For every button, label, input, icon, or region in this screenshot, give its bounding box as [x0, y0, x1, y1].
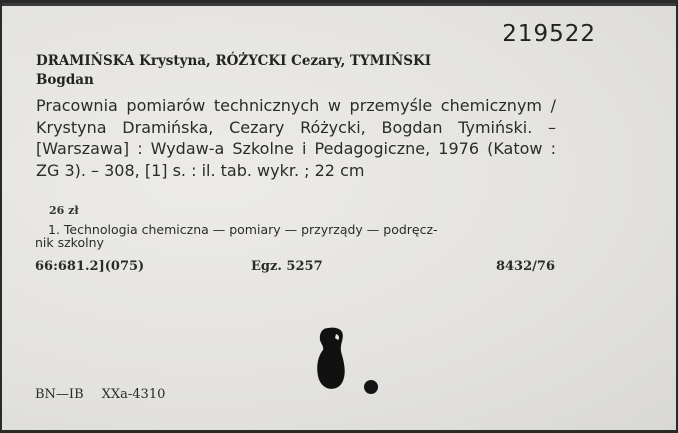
accession-number: 219522	[502, 21, 596, 47]
price: 26 zł	[49, 204, 79, 217]
card-footer	[35, 387, 165, 402]
call-number: 8432/76	[495, 259, 555, 274]
subject-line1: 1. Technologia chemiczna — pomiary — przyrządy — podręcz-	[48, 222, 438, 237]
subject-heading	[35, 223, 560, 249]
ink-blot	[314, 326, 350, 392]
footer-library-code: BN—IB	[35, 387, 84, 402]
copy-number: Egz. 5257	[251, 259, 323, 274]
card-top-edge	[2, 3, 676, 6]
author-heading-line1: DRAMIŃSKA Krystyna, RÓŻYCKI Cezary, TYMIŃSKI	[36, 53, 432, 69]
classification-row	[35, 259, 555, 277]
catalog-card	[2, 3, 676, 430]
bibliographic-description: Pracownia pomiarów technicznych w przemyśle chemicznym / Krystyna Dramińska, Cezary Różycki, Bogdan Tymiński. – [Warszawa] : Wydaw-a Szkolne i Pedagogiczne, 1976 (Katow : ZG 3). – 308, [1] s. : il. tab. wykr. ; 22 cm	[36, 96, 556, 180]
ink-dot	[363, 379, 379, 395]
footer-shelf-code: XXa-4310	[101, 387, 166, 402]
udc-number: 66:681.2](075)	[35, 259, 145, 274]
subject-line2: nik szkolny	[35, 235, 104, 250]
author-heading-line2: Bogdan	[36, 72, 94, 88]
author-heading	[36, 52, 596, 90]
